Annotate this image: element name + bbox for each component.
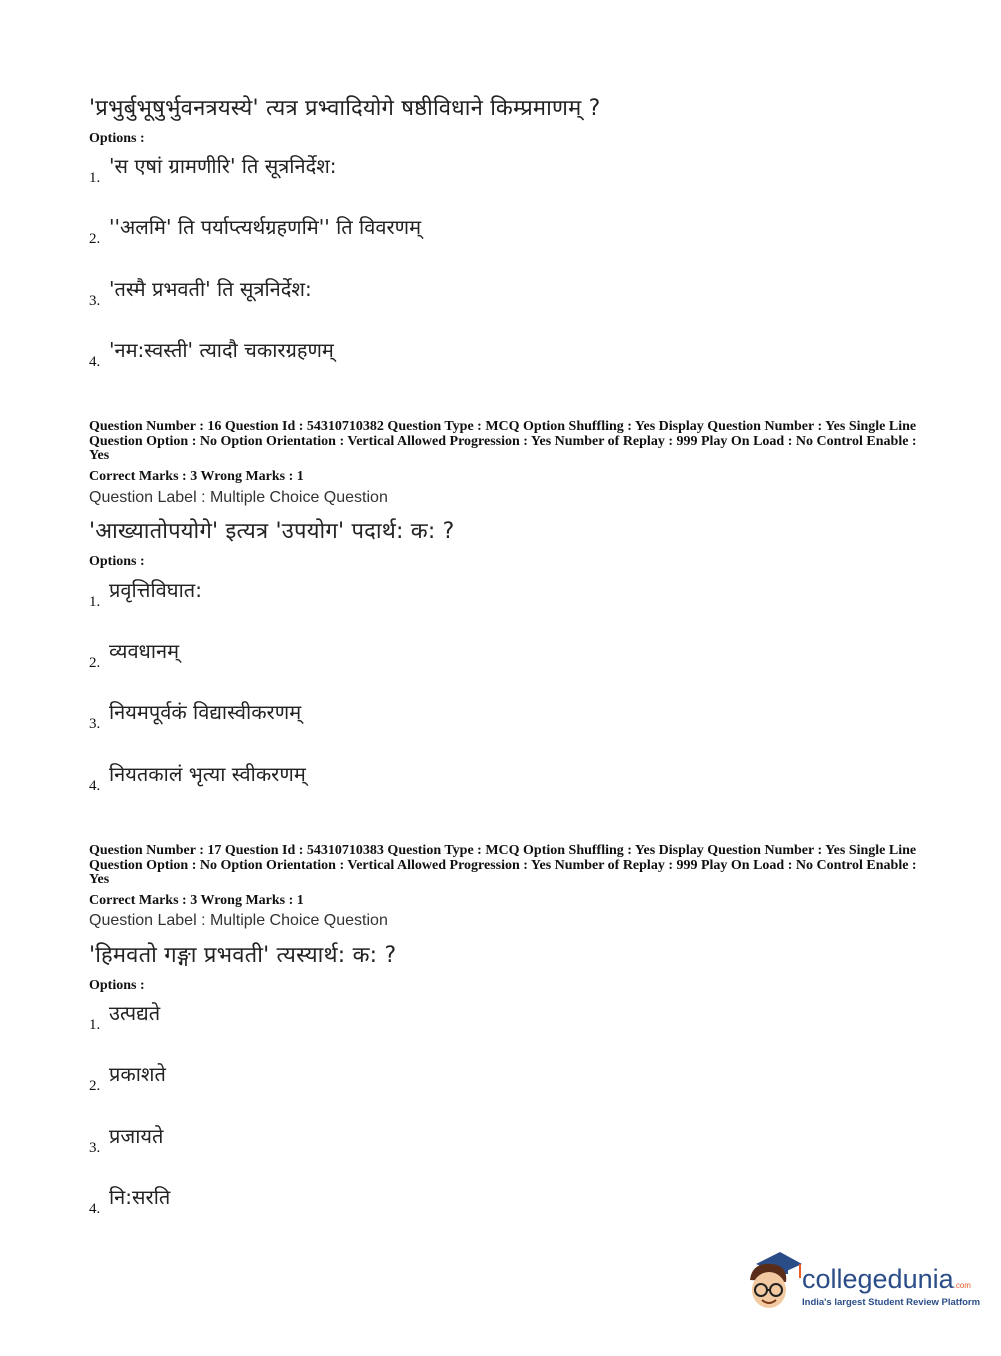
option-number: 1. xyxy=(89,170,101,186)
option-number: 4. xyxy=(89,778,101,794)
option-number: 3. xyxy=(89,293,101,309)
logo-tagline: India's largest Student Review Platform xyxy=(802,1297,981,1308)
option-text: 'स एषां ग्रामणीरि' ति सूत्रनिर्देश: xyxy=(109,154,337,178)
question-16-meta: Question Number : 16 Question Id : 54310710382 Question Type : MCQ Option Shuffling : Yes Display Question Number : Yes Single Line Question Option : No Option Orientation : Vertical Allowed Progression : Yes Number of Replay : 999 Play On Load : No Control Enable : Yes xyxy=(89,419,917,463)
option-text: 'तस्मै प्रभवती' ति सूत्रनिर्देश: xyxy=(109,277,312,301)
option-text: नि:सरति xyxy=(109,1185,171,1209)
question-17-meta: Question Number : 17 Question Id : 54310710383 Question Type : MCQ Option Shuffling : Yes Display Question Number : Yes Single Line Question Option : No Option Orientation : Vertical Allowed Progression : Yes Number of Replay : 999 Play On Load : No Control Enable : Yes xyxy=(89,843,917,887)
option-text: ''अलमि' ति पर्याप्त्यर्थग्रहणमि'' ति विवरणम् xyxy=(109,215,422,239)
logo-name: collegedunia xyxy=(802,1264,954,1294)
question-17-label: Question Label : Multiple Choice Question xyxy=(89,912,388,929)
option-number: 1. xyxy=(89,1017,101,1033)
option-text: व्यवधानम् xyxy=(109,639,180,663)
option-number: 4. xyxy=(89,354,101,370)
question-17-text: 'हिमवतो गङ्गा प्रभवती' त्यस्यार्थ: क: ? xyxy=(89,943,397,968)
logo-wordmark xyxy=(802,1264,971,1295)
option-text: प्रवृत्तिविघात: xyxy=(109,578,202,602)
question-16-label: Question Label : Multiple Choice Question xyxy=(89,489,388,506)
question-16-marks: Correct Marks : 3 Wrong Marks : 1 xyxy=(89,469,304,484)
option-number: 4. xyxy=(89,1201,101,1217)
option-text: नियमपूर्वकं विद्यास्वीकरणम् xyxy=(109,700,302,724)
question-17-marks: Correct Marks : 3 Wrong Marks : 1 xyxy=(89,893,304,908)
option-text: प्रजायते xyxy=(109,1124,164,1148)
student-mascot-icon xyxy=(742,1250,802,1312)
option-text: 'नम:स्वस्ती' त्यादौ चकारग्रहणम् xyxy=(109,338,334,362)
question-16-options-heading: Options : xyxy=(89,554,145,569)
option-number: 3. xyxy=(89,1140,101,1156)
option-text: उत्पद्यते xyxy=(109,1001,161,1025)
option-number: 3. xyxy=(89,716,101,732)
question-15-options-heading: Options : xyxy=(89,131,145,146)
option-number: 2. xyxy=(89,1078,101,1094)
question-16-text: 'आख्यातोपयोगे' इत्यत्र 'उपयोग' पदार्थ: क: ? xyxy=(89,519,455,544)
option-number: 1. xyxy=(89,594,101,610)
question-15-text: 'प्रभुर्बुभूषुर्भुवनत्रयस्ये' त्यत्र प्रभ्वादियोगे षष्ठीविधाने किम्प्रमाणम् ? xyxy=(89,96,601,121)
option-text: प्रकाशते xyxy=(109,1062,166,1086)
question-17-options-heading: Options : xyxy=(89,978,145,993)
logo-suffix: .com xyxy=(953,1281,971,1290)
option-text: नियतकालं भृत्या स्वीकरणम् xyxy=(109,762,306,786)
option-number: 2. xyxy=(89,655,101,671)
option-number: 2. xyxy=(89,231,101,247)
collegedunia-logo xyxy=(742,1250,981,1320)
